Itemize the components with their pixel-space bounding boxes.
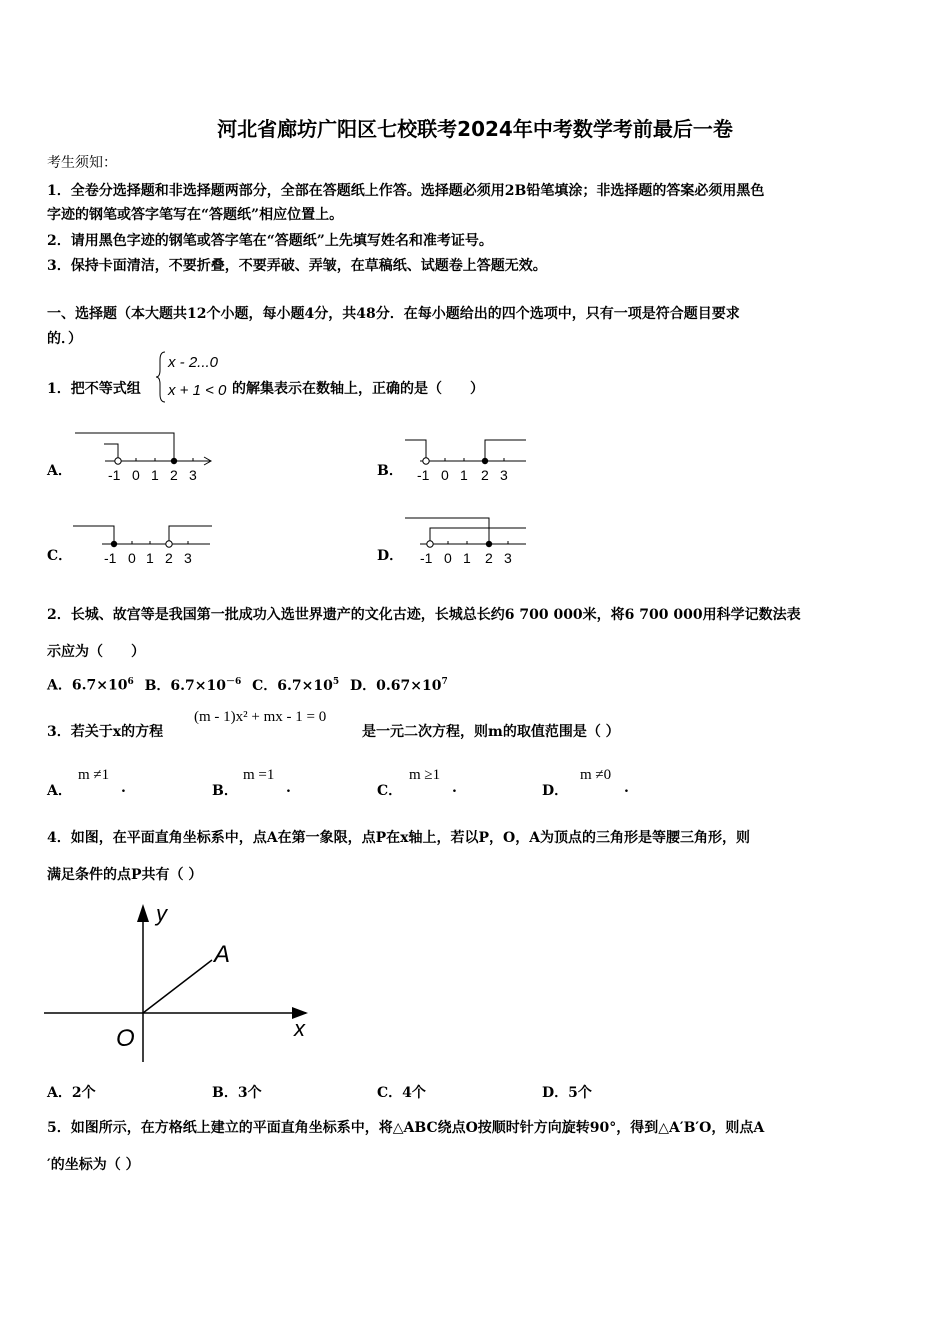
tick: 3 — [189, 467, 197, 483]
y-axis-label: y — [156, 901, 167, 926]
q3-prefix: 3．若关于x的方程 — [47, 724, 164, 740]
q1-ineq-2: x + 1 < 0 — [168, 382, 227, 399]
notice-item-2: 2．请用黑色字迹的钢笔或答字笔在“答题纸”上先填写姓名和准考证号。 — [47, 233, 493, 249]
q3-option-b-label: B． — [212, 783, 238, 799]
q1-suffix: 的解集表示在数轴上，正确的是（ ） — [232, 381, 484, 397]
q3-option-a-label: A． — [47, 783, 72, 799]
q3-option-c-end: . — [452, 780, 457, 796]
q3-option-b-math: m =1 — [243, 767, 275, 783]
tick: 2 — [165, 550, 173, 566]
tick: 1 — [463, 550, 471, 566]
q2-option-d: D．0.67×10 — [349, 677, 442, 694]
tick: 2 — [485, 550, 493, 566]
x-axis-label: x — [294, 1016, 305, 1041]
q3-option-d-label: D． — [542, 783, 569, 799]
q3-equation: (m - 1)x² + mx - 1 = 0 — [194, 709, 327, 725]
tick: -1 — [417, 467, 430, 483]
q5-line-1: 5．如图所示，在方格纸上建立的平面直角坐标系中，将△ABC绕点O按顺时针方向旋转90°，得到△A′B′O，则点A — [47, 1120, 765, 1136]
tick: 1 — [151, 467, 159, 483]
notice-item-3: 3．保持卡面清洁，不要折叠，不要弄破、弄皱，在草稿纸、试题卷上答题无效。 — [47, 258, 547, 274]
q1-ineq-1: x - 2...0 — [168, 354, 219, 371]
q1-option-d-label: D． — [377, 548, 404, 564]
tick: -1 — [108, 467, 121, 483]
tick: 3 — [500, 467, 508, 483]
q1-numberline-d — [400, 513, 530, 573]
section-heading: 一、选择题（本大题共12个小题，每小题4分，共48分．在每小题给出的四个选项中，只有一项是符合题目要求 — [47, 306, 740, 322]
q1-numberline-c — [70, 513, 220, 573]
tick: 0 — [444, 550, 452, 566]
tick: 0 — [128, 550, 136, 566]
q2-options: A．$6.7\times 10^6$ B．$6.7\times 10^{-6}$ C．$6.7\times 10^5$ D．$0.67\times 10^7$ — [47, 677, 448, 694]
tick: 2 — [170, 467, 178, 483]
tick: 3 — [184, 550, 192, 566]
q4-option-c: C．4个 — [377, 1085, 426, 1101]
q4-coordinate-figure — [44, 898, 324, 1066]
notice-heading: 考生须知： — [47, 155, 117, 171]
q1-option-a-label: A． — [47, 463, 72, 479]
tick: 2 — [481, 467, 489, 483]
q1-option-b-label: B． — [377, 463, 403, 479]
origin-label: O — [116, 1025, 135, 1052]
q2-option-a: A．6.7×10 — [47, 677, 128, 694]
q3-suffix: 是一元二次方程，则m的取值范围是（ ） — [362, 724, 620, 740]
notice-item-1: 1．全卷分选择题和非选择题两部分，全部在答题纸上作答。选择题必须用2B铅笔填涂；非选择题的答案必须用黑色 — [47, 183, 765, 199]
q1-option-c-label: C． — [47, 548, 73, 564]
q1-prefix: 1．把不等式组 — [47, 381, 141, 397]
q2-option-c: C．6.7×10 — [252, 677, 333, 694]
q4-line-1: 4．如图，在平面直角坐标系中，点A在第一象限，点P在x轴上，若以P，O，A为顶点的三角形是等腰三角形，则 — [47, 830, 751, 846]
q1-inequality-system — [156, 348, 236, 406]
q5-line-2: ′的坐标为（ ） — [47, 1157, 140, 1173]
notice-item-1-cont: 字迹的钢笔或答字笔写在“答题纸”相应位置上。 — [47, 207, 344, 223]
tick: -1 — [420, 550, 433, 566]
q2-option-b: B．6.7×10 — [144, 677, 226, 694]
tick: 0 — [132, 467, 140, 483]
q3-option-d-math: m ≠0 — [580, 767, 612, 783]
q4-line-2: 满足条件的点P共有（ ） — [47, 867, 203, 883]
q4-option-d: D．5个 — [542, 1085, 592, 1101]
q1-numberline-a — [70, 428, 220, 488]
q4-option-b: B．3个 — [212, 1085, 262, 1101]
q3-option-c-math: m ≥1 — [409, 767, 441, 783]
q2-line-2: 示应为（ ） — [47, 644, 145, 660]
tick: 0 — [441, 467, 449, 483]
tick: -1 — [104, 550, 117, 566]
q3-option-c-label: C． — [377, 783, 403, 799]
q4-option-a: A．2个 — [47, 1085, 96, 1101]
q3-option-a-end: . — [121, 780, 126, 796]
tick: 1 — [460, 467, 468, 483]
q3-option-d-end: . — [624, 780, 629, 796]
q1-numberline-b — [400, 428, 530, 488]
section-heading-cont: 的．） — [47, 331, 82, 347]
tick: 3 — [504, 550, 512, 566]
tick: 1 — [146, 550, 154, 566]
q3-option-a-math: m ≠1 — [78, 767, 110, 783]
q2-line-1: 2．长城、故宫等是我国第一批成功入选世界遗产的文化古迹，长城总长约6 700 000米，将6 700 000用科学记数法表 — [47, 607, 801, 623]
page-title: 河北省廊坊广阳区七校联考2024年中考数学考前最后一卷 — [217, 117, 733, 141]
point-a-label: A — [214, 941, 231, 968]
q3-option-b-end: . — [286, 780, 291, 796]
